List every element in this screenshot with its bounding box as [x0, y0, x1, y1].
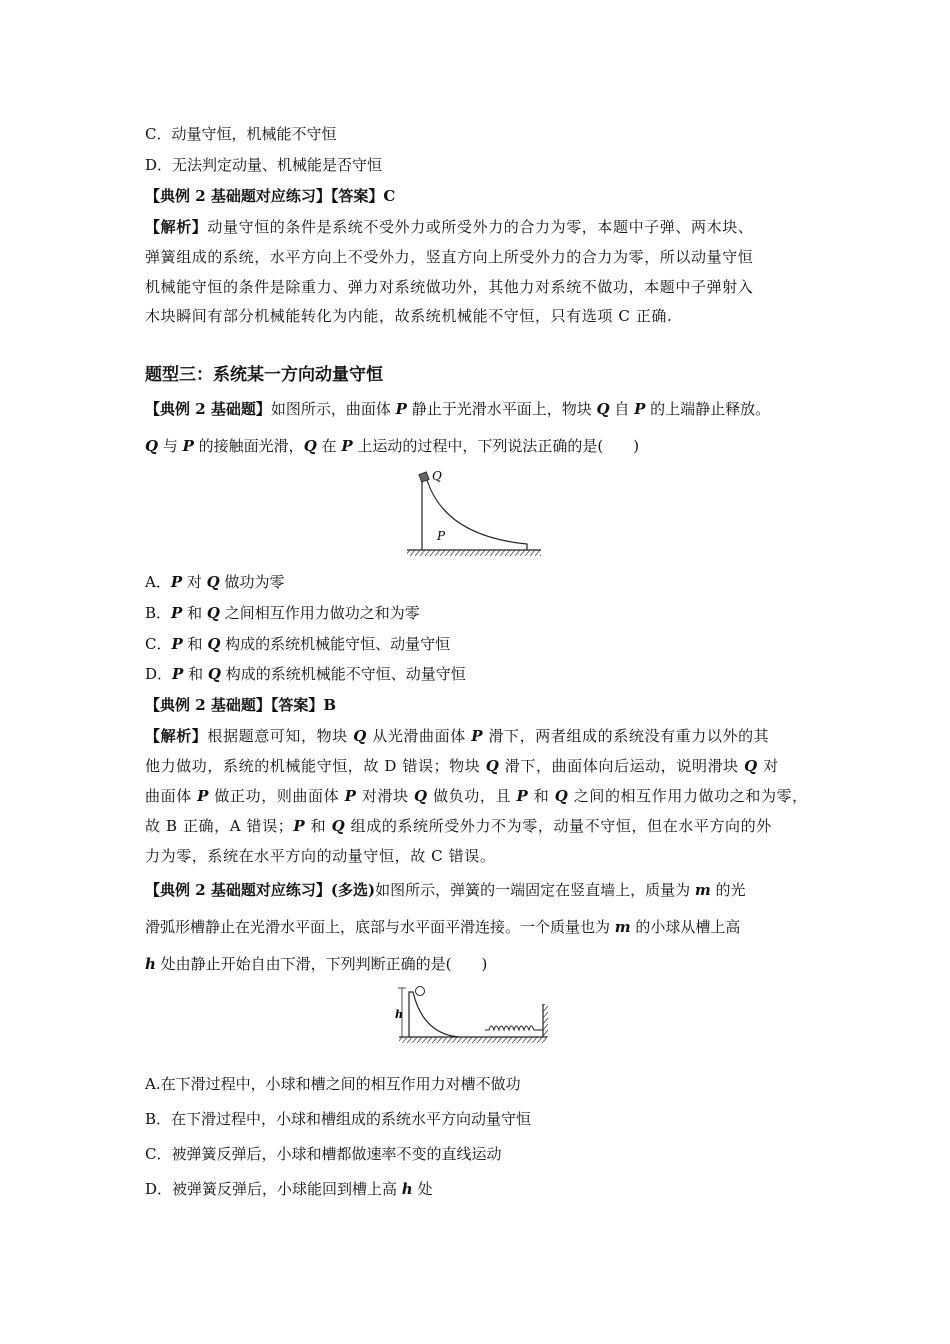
- analysis-text: 对: [757, 757, 779, 775]
- analysis-text: 滑下，曲面体向后运动，说明滑块: [499, 757, 745, 775]
- ex2-answer-line: [145, 695, 336, 715]
- answer-value: C: [383, 187, 396, 205]
- var-q: Q: [414, 787, 428, 805]
- ex2-option-b: [145, 603, 420, 623]
- option-d-line: D．无法判定动量、机械能是否守恒: [145, 156, 383, 174]
- ex2-text: 上运动的过程中，下列说法正确的是( ): [352, 437, 640, 455]
- ex3-option-c: C．被弹簧反弹后，小球和槽都做速率不变的直线运动: [145, 1145, 502, 1163]
- var-q: Q: [485, 757, 500, 775]
- var-p: P: [170, 573, 183, 591]
- var-q: Q: [206, 573, 220, 591]
- analysis-text: 组成的系统所受外力不为零，动量不守恒，但在水平方向的外: [345, 817, 772, 835]
- ex2-text: 的上端静止释放。: [645, 400, 771, 418]
- ex3-text: 滑弧形槽静止在光滑水平面上，底部与水平面平滑连接。一个质量也为: [145, 918, 615, 936]
- var-q: Q: [744, 757, 758, 775]
- ex2-option-c: [145, 634, 450, 654]
- wall-hatch: [543, 1004, 548, 1037]
- ex2-stem-line-1: [145, 399, 770, 419]
- var-p: P: [471, 727, 484, 745]
- label-h: h: [395, 1008, 403, 1021]
- small-ball: [416, 987, 425, 996]
- var-q: Q: [207, 635, 221, 653]
- var-p: P: [634, 400, 646, 418]
- multi-select-tag: (多选): [330, 881, 376, 899]
- arc-groove-spring-figure: [393, 982, 555, 1046]
- var-p: P: [197, 787, 210, 805]
- ex2-text: 在: [316, 437, 342, 455]
- option-letter: A．: [145, 573, 171, 591]
- label-q: Q: [432, 469, 442, 483]
- var-p: P: [516, 787, 529, 805]
- analysis-text: 对滑块: [356, 787, 415, 805]
- var-m: m: [694, 881, 711, 899]
- ex2-text: 如图所示，曲面体: [270, 400, 396, 418]
- analysis-text: 曲面体: [145, 787, 198, 805]
- var-q: Q: [145, 437, 159, 455]
- ex3-label: 【典例 2 基础题对应练习】: [145, 881, 331, 899]
- analysis-text: 滑下，两者组成的系统没有重力以外的其: [483, 727, 770, 745]
- var-m: m: [614, 918, 631, 936]
- answer-value: B: [323, 696, 337, 714]
- analysis-text: 从光滑曲面体: [366, 727, 472, 745]
- option-letter: C．: [145, 635, 172, 653]
- option-text: 和: [182, 635, 208, 653]
- answer-line: [145, 186, 395, 206]
- ex3-option-d: [145, 1179, 432, 1199]
- arc-groove: [409, 992, 459, 1037]
- ex2-analysis-line-3: [145, 786, 808, 806]
- var-q: Q: [331, 817, 346, 835]
- answer-label: 【典例 2 基础题对应练习】【答案】: [145, 187, 384, 205]
- answer-label: 【典例 2 基础题】【答案】: [145, 696, 324, 714]
- analysis-line-2: 弹簧组成的系统，水平方向上不受外力，竖直方向上所受外力的合力为零，所以动量守恒: [145, 248, 754, 266]
- ex3-text: 的光: [710, 881, 746, 899]
- var-p: P: [344, 787, 357, 805]
- option-text: D．被弹簧反弹后，小球能回到槽上高: [145, 1180, 402, 1198]
- option-text: 对: [182, 573, 207, 591]
- ex2-text: 与: [158, 437, 183, 455]
- var-q: Q: [596, 400, 610, 418]
- analysis-label: 【解析】: [145, 727, 208, 745]
- var-q: Q: [353, 727, 367, 745]
- var-q: Q: [554, 787, 569, 805]
- ex3-text: 处由静止开始自由下滑，下列判断正确的是( ): [155, 955, 488, 973]
- option-text: 和: [182, 604, 207, 622]
- ex2-option-d: [145, 664, 466, 684]
- option-letter: B．: [145, 604, 172, 622]
- ex2-analysis-line-2: [145, 756, 779, 776]
- ground-hatch: [399, 1037, 547, 1043]
- var-p: P: [172, 665, 184, 683]
- analysis-text: 故 B 正确，A 错误；: [145, 817, 294, 835]
- section-title: 题型三：系统某一方向动量守恒: [145, 365, 383, 385]
- ex3-stem-line-3: [145, 954, 487, 974]
- var-p: P: [293, 817, 306, 835]
- ex2-analysis-line-4: [145, 816, 772, 836]
- ex2-analysis-line-1: [145, 726, 769, 746]
- ground-hatch: [407, 550, 541, 556]
- option-text: 和: [183, 665, 208, 683]
- curved-body-figure: [405, 466, 545, 558]
- label-p: P: [437, 529, 446, 543]
- option-text: 之间相互作用力做功之和为零: [219, 604, 420, 622]
- ex2-option-a: [145, 572, 285, 592]
- ex3-stem-line-1: [145, 880, 746, 900]
- option-text: 处: [412, 1180, 433, 1198]
- var-q: Q: [207, 665, 221, 683]
- analysis-line-3: 机械能守恒的条件是除重力、弹力对系统做功外，其他力对系统不做功，本题中子弹射入: [145, 278, 754, 296]
- option-text: 构成的系统机械能不守恒、动量守恒: [220, 665, 466, 683]
- analysis-line-4: 木块瞬间有部分机械能转化为内能，故系统机械能不守恒，只有选项 C 正确.: [145, 307, 673, 325]
- ex3-stem-line-2: [145, 917, 740, 937]
- ex3-option-b: B．在下滑过程中，小球和槽组成的系统水平方向动量守恒: [145, 1110, 532, 1128]
- ex2-text: 静止于光滑水平面上，物块: [406, 400, 597, 418]
- spring: [485, 1026, 543, 1030]
- var-h: h: [145, 955, 156, 973]
- option-text: 构成的系统机械能守恒、动量守恒: [220, 635, 451, 653]
- var-p: P: [171, 604, 183, 622]
- ex2-text: 自: [609, 400, 635, 418]
- ex3-text: 的小球从槽上高: [630, 918, 741, 936]
- analysis-text: 动量守恒的条件是系统不受外力或所受外力的合力为零，本题中子弹、两木块、: [207, 218, 754, 236]
- option-c-line: C．动量守恒，机械能不守恒: [145, 125, 337, 143]
- analysis-text: 根据题意可知，物块: [207, 727, 354, 745]
- ex3-text: 如图所示，弹簧的一端固定在竖直墙上，质量为: [375, 881, 695, 899]
- analysis-text: 之间的相互作用力做功之和为零，: [568, 787, 808, 805]
- var-p: P: [341, 437, 353, 455]
- ex2-stem-line-2: [145, 436, 639, 456]
- analysis-text: 做正功，则曲面体: [209, 787, 345, 805]
- var-p: P: [182, 437, 194, 455]
- analysis-text: 和: [305, 817, 332, 835]
- var-p: P: [171, 635, 183, 653]
- ex2-label: 【典例 2 基础题】: [145, 400, 271, 418]
- ex3-option-a: A.在下滑过程中，小球和槽之间的相互作用力对槽不做功: [145, 1075, 521, 1093]
- analysis-text: 和: [528, 787, 555, 805]
- var-q: Q: [206, 604, 220, 622]
- ex2-text: 的接触面光滑，: [193, 437, 304, 455]
- analysis-label: 【解析】: [145, 218, 208, 236]
- ex2-analysis-line-5: 力为零，系统在水平方向的动量守恒，故 C 错误。: [145, 847, 496, 865]
- option-letter: D．: [145, 665, 173, 683]
- analysis-line-1: [145, 217, 753, 237]
- var-q: Q: [303, 437, 317, 455]
- analysis-text: 他力做功，系统的机械能守恒，故 D 错误；物块: [145, 757, 486, 775]
- var-p: P: [395, 400, 407, 418]
- option-text: 做功为零: [219, 573, 285, 591]
- var-h: h: [401, 1180, 413, 1198]
- analysis-text: 做负功，且: [427, 787, 517, 805]
